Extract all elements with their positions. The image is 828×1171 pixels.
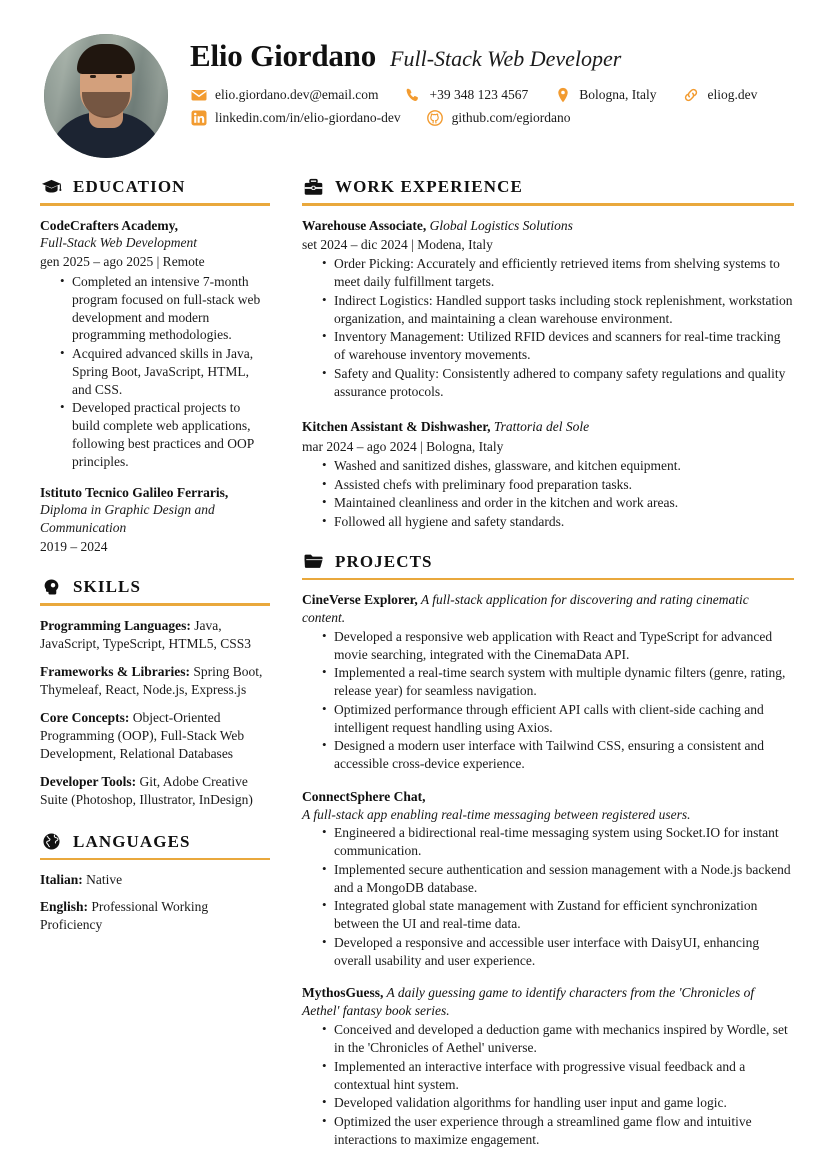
list-item: • Acquired advanced skills in Java, Spring Boot, JavaScript, HTML, and CSS. [60, 345, 270, 399]
language-value: Professional Working Proficiency [40, 898, 209, 932]
work-bullets [302, 255, 794, 400]
project-bullets [302, 628, 794, 773]
avatar-eye-left [90, 75, 96, 78]
skill-group [40, 663, 270, 699]
section-languages [40, 831, 270, 934]
project-title-line [302, 591, 794, 627]
list-item: • Implemented secure authentication and session management with a Node.js backend and a MongoDB database. [322, 861, 794, 897]
contact-row-secondary [190, 109, 794, 126]
job-title: Full-Stack Web Developer [390, 46, 622, 71]
work-rule [302, 203, 794, 206]
skill-group [40, 617, 270, 653]
list-item: • Engineered a bidirectional real-time messaging system using Socket.IO for instant communication. [322, 824, 794, 860]
list-item: • Designed a modern user interface with Tailwind CSS, ensuring a consistent and accessible cross-device experience. [322, 737, 794, 773]
languages-heading: LANGUAGES [73, 831, 191, 851]
skills-header [40, 576, 270, 601]
contact-location-text: Bologna, Italy [579, 86, 657, 102]
section-work-experience [302, 176, 794, 531]
skill-value: Spring Boot, Thymeleaf, React, Node.js, Express.js [40, 663, 263, 697]
work-company: Trattoria del Sole [490, 419, 590, 435]
brain-head-icon [40, 576, 62, 598]
resume-body [0, 158, 828, 1163]
skill-value: Java, JavaScript, TypeScript, HTML5, CSS3 [40, 617, 252, 651]
education-meta: gen 2025 – ago 2025 | Remote [40, 254, 205, 270]
education-bullets [40, 273, 270, 471]
skills-heading: SKILLS [73, 577, 142, 597]
work-bullets [302, 457, 794, 530]
list-item: • Order Picking: Accurately and efficiently retrieved items from shelving systems to meet daily fulfillment targets. [322, 255, 794, 291]
contact-row-primary [190, 86, 794, 103]
full-name: Elio Giordano [190, 38, 377, 73]
work-meta: set 2024 – dic 2024 | Modena, Italy [302, 236, 493, 252]
graduation-cap-icon [40, 176, 62, 198]
list-item: • Washed and sanitized dishes, glassware, and kitchen equipment. [322, 457, 794, 475]
work-role: Warehouse Associate, [302, 217, 427, 233]
project-bullets [302, 1021, 794, 1148]
list-item: • Safety and Quality: Consistently adhered to company safety regulations and quality assurance protocols. [322, 365, 794, 401]
work-role-line [302, 418, 794, 435]
list-item: • Assisted chefs with preliminary food preparation tasks. [322, 476, 794, 494]
contact-phone-text: +39 348 123 4567 [429, 86, 529, 102]
skill-group [40, 709, 270, 763]
projects-rule [302, 578, 794, 581]
github-icon [427, 109, 444, 126]
list-item: • Implemented an interactive interface with progressive visual feedback and a contextual hint system. [322, 1058, 794, 1094]
project-entry [302, 591, 794, 773]
name-row [190, 38, 794, 74]
work-entry [302, 418, 794, 530]
list-item: • Optimized the user experience through a streamlined game flow and intuitive interactions to maximize engagement. [322, 1113, 794, 1149]
project-description: A daily guessing game to identify characters from the 'Chronicles of Aethel' fantasy book series. [302, 985, 755, 1019]
contact-github[interactable] [427, 109, 571, 126]
email-icon [190, 86, 207, 103]
list-item: • Maintained cleanliness and order in the kitchen and work areas. [322, 494, 794, 512]
globe-icon [40, 831, 62, 853]
project-title-line [302, 984, 794, 1020]
list-item: • Inventory Management: Utilized RFID devices and scanners for real-time tracking of warehouse inventory movements. [322, 328, 794, 364]
list-item: • Developed practical projects to build complete web applications, following best practices and OOP principles. [60, 399, 270, 471]
list-item: • Developed a responsive and accessible user interface with DaisyUI, enhancing overall usability and user experience. [322, 934, 794, 970]
contact-website-text: eliog.dev [707, 86, 758, 102]
project-name: MythosGuess, [302, 985, 384, 1001]
project-bullets [302, 824, 794, 969]
section-projects [302, 551, 794, 1149]
skill-label: Core Concepts: [40, 709, 130, 725]
language-item [40, 871, 270, 889]
work-role: Kitchen Assistant & Dishwasher, [302, 419, 491, 435]
section-skills [40, 576, 270, 808]
contact-email[interactable] [190, 86, 379, 103]
project-name: CineVerse Explorer, [302, 592, 418, 608]
avatar [44, 34, 168, 158]
skill-label: Frameworks & Libraries: [40, 663, 190, 679]
skill-value: Git, Adobe Creative Suite (Photoshop, Illustrator, InDesign) [40, 773, 253, 807]
briefcase-icon [302, 176, 324, 198]
list-item: • Optimized performance through efficient API calls with client-side caching and intelligent request handling using Axios. [322, 701, 794, 737]
list-item: • Conceived and developed a deduction game with mechanics inspired by Wordle, set in the 'Chronicles of Aethel' universe. [322, 1021, 794, 1057]
list-item: • Completed an intensive 7-month program focused on full-stack web development and modern programming methodologies. [60, 273, 270, 345]
list-item: • Developed a responsive web application with React and TypeScript for advanced movie searching, integrated with the CinemaData API. [322, 628, 794, 664]
project-entry [302, 984, 794, 1148]
project-entry [302, 788, 794, 969]
project-description: A full-stack application for discovering and rating cinematic content. [302, 592, 749, 626]
contact-email-text: elio.giordano.dev@email.com [215, 86, 379, 102]
education-institution: Istituto Tecnico Galileo Ferraris, [40, 485, 229, 501]
linkedin-icon [190, 109, 207, 126]
phone-icon [405, 86, 422, 103]
list-item: • Developed validation algorithms for handling user input and game logic. [322, 1094, 794, 1112]
right-column [288, 176, 794, 1163]
language-label: Italian: [40, 872, 83, 888]
skills-rule [40, 603, 270, 606]
folder-icon [302, 551, 324, 573]
skill-value: Object-Oriented Programming (OOP), Full-Stack Web Development, Relational Databases [40, 709, 245, 761]
work-header [302, 176, 794, 201]
project-name: ConnectSphere Chat, [302, 789, 426, 805]
work-role-line [302, 217, 794, 234]
resume-header [0, 0, 828, 158]
link-icon [683, 86, 700, 103]
list-item: • Followed all hygiene and safety standards. [322, 513, 794, 531]
work-meta: mar 2024 – ago 2024 | Bologna, Italy [302, 438, 504, 454]
skill-group [40, 773, 270, 809]
education-header [40, 176, 270, 201]
location-pin-icon [554, 86, 571, 103]
list-item: • Implemented a real-time search system with multiple dynamic filters (genre, rating, release year) for seamless navigation. [322, 664, 794, 700]
list-item: • Integrated global state management with Zustand for efficient synchronization between the UI and real-time data. [322, 897, 794, 933]
contact-github-text: github.com/egiordano [451, 109, 571, 125]
list-item: • Indirect Logistics: Handled support tasks including stock replenishment, workstation organization, and maintaining a clean warehouse environment. [322, 292, 794, 328]
projects-heading: PROJECTS [335, 551, 433, 571]
education-entry [40, 217, 270, 472]
language-item [40, 898, 270, 934]
project-title-line [302, 788, 794, 806]
education-meta: 2019 – 2024 [40, 538, 108, 554]
header-text-block [168, 28, 794, 132]
work-company: Global Logistics Solutions [426, 217, 573, 233]
work-heading: WORK EXPERIENCE [335, 177, 523, 196]
section-education [40, 176, 270, 556]
skill-label: Developer Tools: [40, 773, 137, 789]
education-institution: CodeCrafters Academy, [40, 217, 178, 233]
work-entry [302, 217, 794, 401]
languages-rule [40, 858, 270, 861]
education-rule [40, 203, 270, 206]
education-program: Full-Stack Web Development [40, 234, 197, 250]
education-heading: EDUCATION [73, 177, 186, 196]
projects-header [302, 551, 794, 576]
contact-phone[interactable] [405, 86, 529, 103]
language-value: Native [82, 872, 123, 888]
contact-website[interactable] [683, 86, 758, 103]
languages-header [40, 831, 270, 856]
project-description: A full-stack app enabling real-time messaging between registered users. [302, 807, 691, 823]
skill-label: Programming Languages: [40, 617, 191, 633]
left-column [40, 176, 288, 1163]
contact-linkedin-text: linkedin.com/in/elio-giordano-dev [215, 109, 401, 125]
education-entry [40, 484, 270, 556]
education-program: Diploma in Graphic Design and Communication [40, 502, 215, 535]
contact-linkedin[interactable] [190, 109, 401, 126]
avatar-eye-right [116, 75, 122, 78]
contact-location [554, 86, 656, 103]
language-label: English: [40, 898, 89, 914]
